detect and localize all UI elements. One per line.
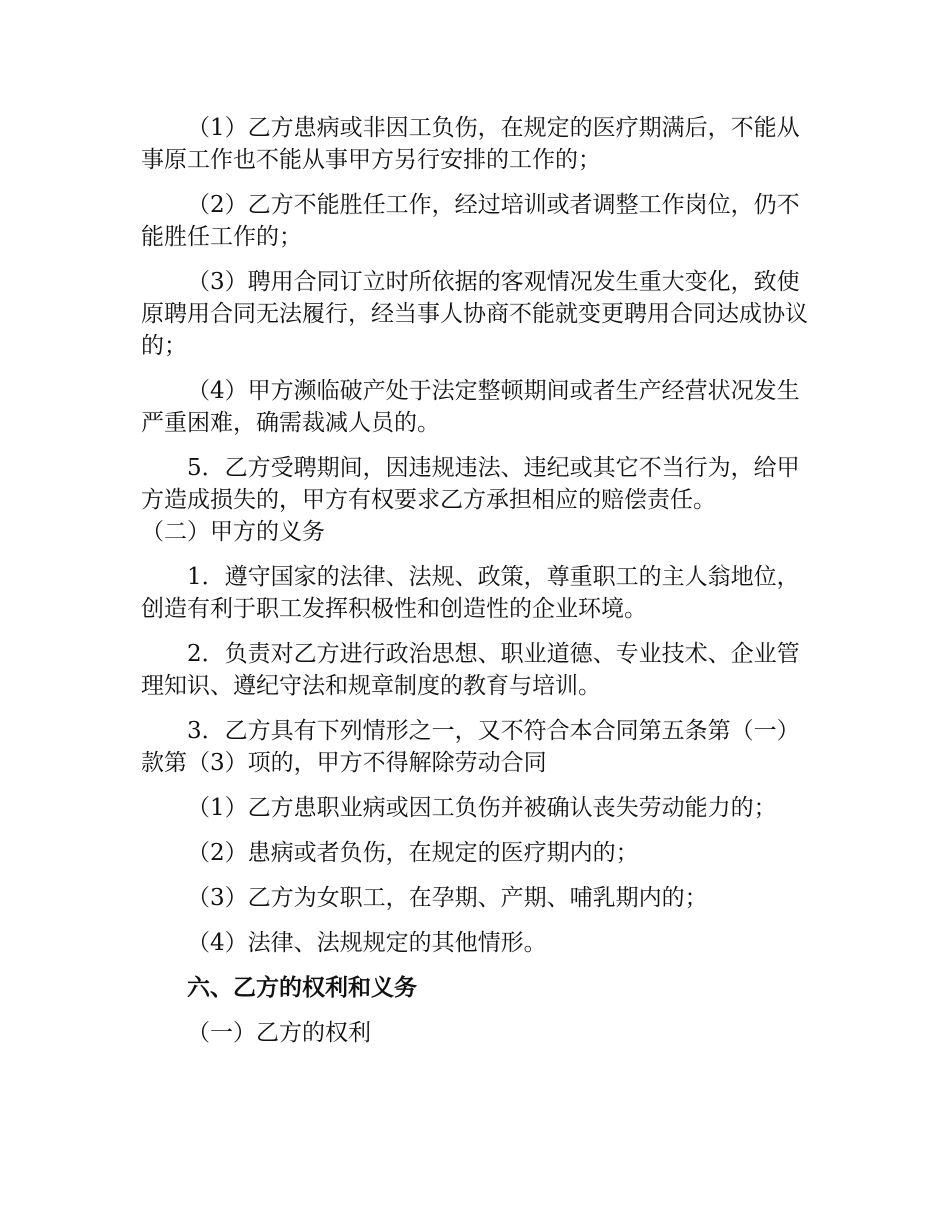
list-item-4: （4）法律、法规规定的其他情形。 [187,930,547,956]
section-heading-party-a-obligations: （二）甲方的义务 [141,519,325,545]
paragraph-6: 1．遵守国家的法律、法规、政策，尊重职工的主人翁地位，创造有利于职工发挥积极性和创造性的企业环境。 [141,564,800,622]
list-item-3: （3）乙方为女职工，在孕期、产期、哺乳期内的； [187,885,708,911]
document-body [141,112,821,1049]
paragraph-7: 2．负责对乙方进行政治思想、职业道德、专业技术、企业管理知识、遵纪守法和规章制度的教育与培训。 [141,641,800,699]
section-heading-party-b: 六、乙方的权利和义务 [187,975,417,1001]
paragraph-4: （4）甲方濒临破产处于法定整顿期间或者生产经营状况发生严重困难，确需裁减人员的。 [141,378,800,436]
paragraph-3: （3）聘用合同订立时所依据的客观情况发生重大变化，致使原聘用合同无法履行，经当事人协商不能就变更聘用合同达成协议的； [141,269,808,359]
list-item-2: （2）患病或者负伤，在规定的医疗期内的； [187,840,639,866]
paragraph-1: （1）乙方患病或非因工负伤，在规定的医疗期满后，不能从事原工作也不能从事甲方另行安排的工作的； [141,115,800,173]
subsection-heading-party-b-rights: （一）乙方的权利 [187,1020,371,1046]
paragraph-8: 3．乙方具有下列情形之一，又不符合本合同第五条第（一）款第（3）项的，甲方不得解除劳动合同 [141,718,800,776]
paragraph-2: （2）乙方不能胜任工作，经过培训或者调整工作岗位，仍不能胜任工作的； [141,192,800,250]
paragraph-5: 5．乙方受聘期间，因违规违法、违纪或其它不当行为，给甲方造成损失的，甲方有权要求乙方承担相应的赔偿责任。 [141,455,800,513]
list-item-1: （1）乙方患职业病或因工负伤并被确认丧失劳动能力的； [187,795,777,821]
